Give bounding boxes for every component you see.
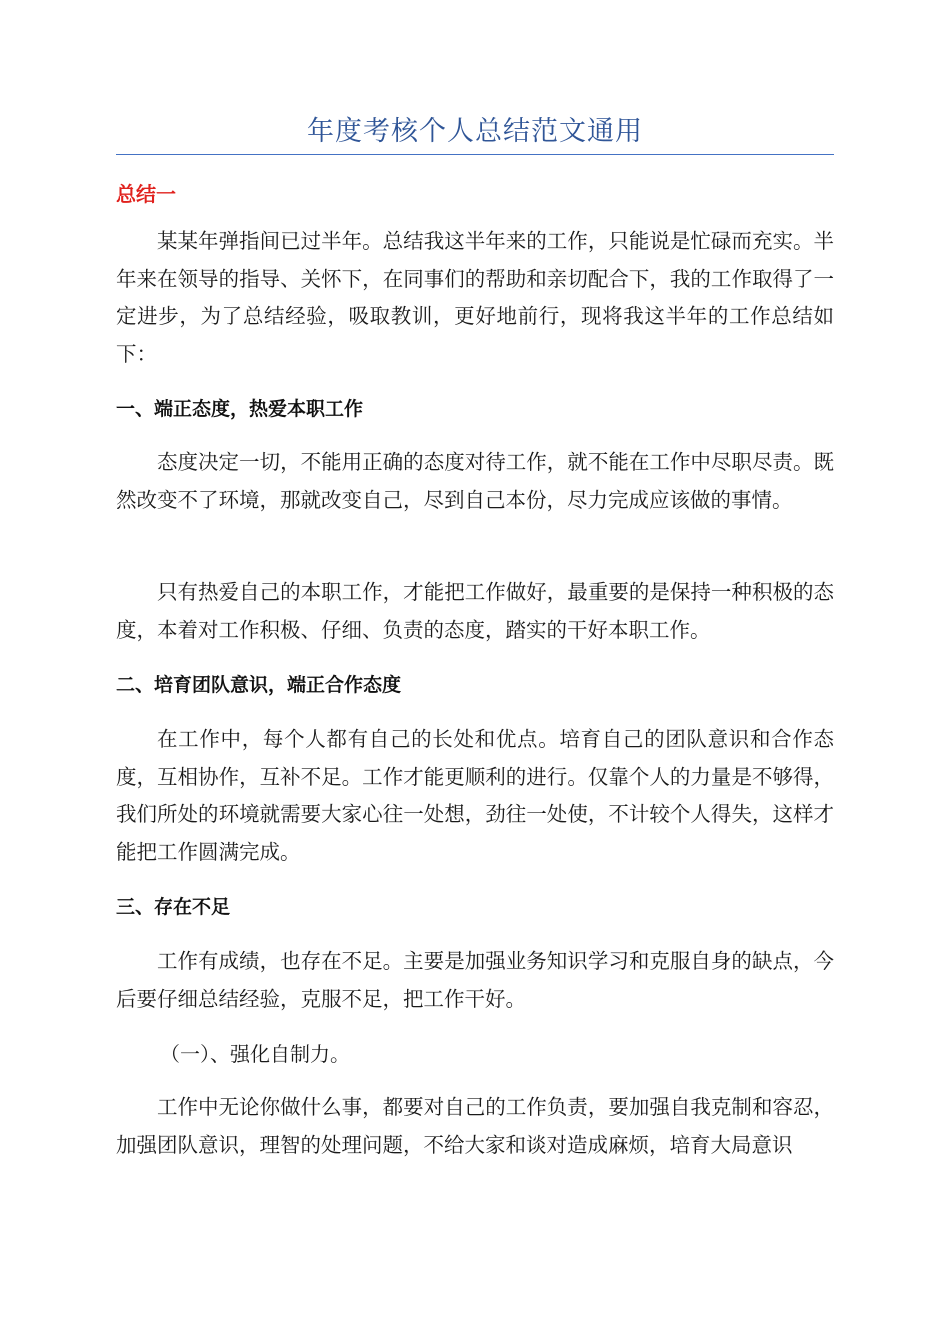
heading-2: 二、培育团队意识，端正合作态度 xyxy=(116,674,402,696)
heading-1: 一、端正态度，热爱本职工作 xyxy=(116,398,364,420)
document-title: 年度考核个人总结范文通用 xyxy=(307,116,643,147)
subheading-3-1: （一）、强化自制力。 xyxy=(160,1042,350,1066)
section-label: 总结一 xyxy=(116,182,176,206)
heading-3: 三、存在不足 xyxy=(116,896,231,918)
paragraph-2: 在工作中，每个人都有自己的长处和优点。培育自己的团队意识和合作态度，互相协作，互补不足。工作才能更顺利的进行。仅靠个人的力量是不够得，我们所处的环境就需要大家心往一处想，劲往一处使，不计较个人得失，这样才能把工作圆满完成。 xyxy=(116,727,834,864)
paragraph-3: 工作有成绩，也存在不足。主要是加强业务知识学习和克服自身的缺点，今后要仔细总结经验，克服不足，把工作干好。 xyxy=(116,949,834,1011)
title-underline xyxy=(116,154,834,155)
intro-paragraph: 某某年弹指间已过半年。总结我这半年来的工作，只能说是忙碌而充实。半年来在领导的指导、关怀下，在同事们的帮助和亲切配合下，我的工作取得了一定进步，为了总结经验，吸取教训，更好地前行，现将我这半年的工作总结如下： xyxy=(116,229,834,366)
paragraph-1a: 态度决定一切，不能用正确的态度对待工作，就不能在工作中尽职尽责。既然改变不了环境，那就改变自己，尽到自己本份，尽力完成应该做的事情。 xyxy=(116,450,834,512)
paragraph-1b: 只有热爱自己的本职工作，才能把工作做好，最重要的是保持一种积极的态度，本着对工作积极、仔细、负责的态度，踏实的干好本职工作。 xyxy=(116,580,834,642)
paragraph-3-1: 工作中无论你做什么事，都要对自己的工作负责，要加强自我克制和容忍，加强团队意识，理智的处理问题，不给大家和谈对造成麻烦，培育大局意识 xyxy=(116,1095,834,1157)
